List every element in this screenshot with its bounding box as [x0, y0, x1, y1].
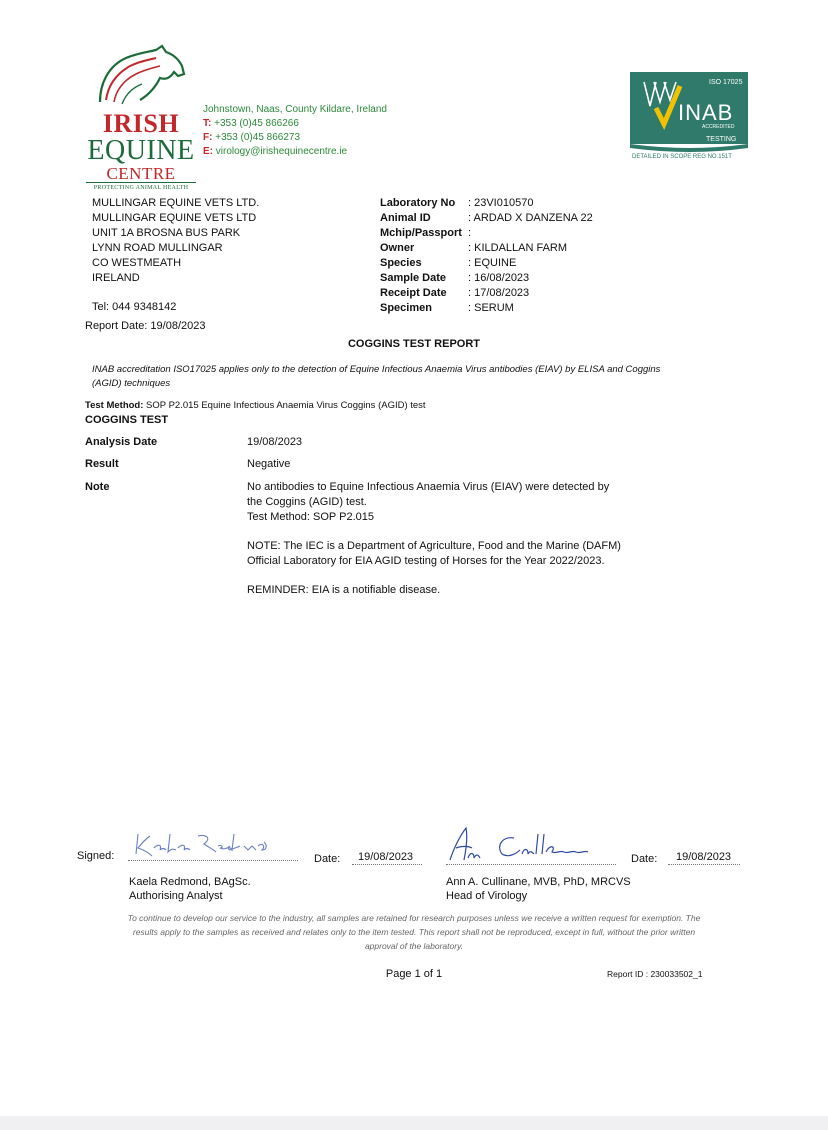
address-line: CO WESTMEATH: [92, 257, 182, 269]
report-date: Report Date: 19/08/2023: [85, 320, 206, 332]
address-line: MULLINGAR EQUINE VETS LTD: [92, 212, 257, 224]
inab-note: INAB accreditation ISO17025 applies only to the detection of Equine Infectious Anaemia Virus antibodies (EIAV) by ELISA and Coggins (AGID) techniques: [92, 364, 661, 389]
note-paragraph: REMINDER: EIA is a notifiable disease.: [247, 584, 441, 596]
inab-testing: TESTING: [706, 136, 737, 143]
recipient-tel: Tel: 044 9348142: [92, 301, 177, 313]
address-line: LYNN ROAD MULLINGAR: [92, 242, 223, 254]
logo-line-irish: IRISH: [102, 109, 180, 138]
signature-line-right: [446, 864, 616, 865]
section-heading: COGGINS TEST: [85, 414, 169, 426]
note-paragraph: Test Method: SOP P2.015: [247, 511, 374, 523]
logo-tagline: PROTECTING ANIMAL HEALTH: [86, 182, 196, 191]
inab-name: INAB: [678, 100, 734, 125]
date-label-left: Date:: [314, 853, 341, 865]
sample-row: Receipt Date : 17/08/2023: [380, 287, 530, 299]
horse-head-logo-icon: [86, 44, 196, 106]
signature-left-icon: [132, 826, 272, 862]
date-value-left: 19/08/2023: [358, 851, 414, 863]
note-text: [247, 480, 627, 598]
signature-right-icon: [446, 824, 596, 866]
lab-fax: F: +353 (0)45 866273: [203, 132, 301, 143]
address-line: UNIT 1A BROSNA BUS PARK: [92, 227, 241, 239]
sample-row: Animal ID : ARDAD X DANZENA 22: [380, 212, 593, 224]
report-title: COGGINS TEST REPORT: [347, 338, 480, 350]
signature-line-left: [128, 860, 298, 861]
note-paragraph: NOTE: The IEC is a Department of Agriculture, Food and the Marine (DAFM) Official Laboratory for EIA AGID testing of Horses for the Year 2022/2023.: [247, 540, 621, 567]
sample-row: Owner : KILDALLAN FARM: [380, 242, 568, 254]
analysis-date-value: 19/08/2023: [247, 436, 303, 448]
date-value-right: 19/08/2023: [676, 851, 732, 863]
date-label-right: Date:: [631, 853, 658, 865]
contact-block: [203, 103, 387, 159]
result-value: Negative: [247, 458, 291, 470]
note-paragraph: No antibodies to Equine Infectious Anaemia Virus (EIAV) were detected by the Coggins (AGID) test.: [247, 481, 610, 508]
inab-iso: ISO 17025: [709, 79, 743, 86]
date-line-right: [668, 864, 740, 865]
lab-phone: T: +353 (0)45 866266: [203, 118, 299, 129]
report-id: Report ID : 230033502_1: [607, 969, 703, 979]
irish-equine-centre-logo: [86, 44, 196, 191]
signatory-left-role: Authorising Analyst: [129, 890, 223, 902]
signatory-right-name: Ann A. Cullinane, MVB, PhD, MRCVS: [446, 876, 631, 888]
sample-row: Specimen : SERUM: [380, 302, 514, 314]
sample-details: [380, 196, 593, 316]
sample-row: Sample Date : 16/08/2023: [380, 272, 530, 284]
lab-email: E: virology@irishequinecentre.ie: [203, 146, 348, 157]
inab-accreditation-badge: [630, 72, 748, 160]
recipient-address: [92, 196, 259, 286]
logo-line-centre: CENTRE: [106, 164, 176, 183]
disclaimer: To continue to develop our service to the industry, all samples are retained for research purposes unless we receive a written request for exemption. The results apply to the samples as received and relates only to the item tested. This report shall not be reproduced, except in full, without the prior written approval of the laboratory.: [127, 913, 701, 951]
test-method: Test Method: SOP P2.015 Equine Infectious Anaemia Virus Coggins (AGID) test: [85, 400, 426, 411]
signatory-right-role: Head of Virology: [446, 890, 528, 902]
address-line: MULLINGAR EQUINE VETS LTD.: [92, 197, 260, 209]
sample-row: Laboratory No : 23VI010570: [380, 197, 534, 209]
sample-row: Mchip/Passport :: [380, 227, 472, 239]
page-bottom-margin: [0, 1116, 828, 1130]
sample-row: Species : EQUINE: [380, 257, 517, 269]
date-line-left: [352, 864, 422, 865]
signatory-left-name: Kaela Redmond, BAgSc.: [129, 876, 251, 888]
result-label: Result: [85, 458, 119, 470]
analysis-date-label: Analysis Date: [85, 436, 158, 448]
address-line: IRELAND: [92, 272, 140, 284]
signatory-left: [129, 875, 251, 903]
signatory-right: [446, 875, 631, 903]
lab-address: Johnstown, Naas, County Kildare, Ireland: [203, 104, 387, 115]
signed-label: Signed:: [77, 850, 115, 862]
page-number: Page 1 of 1: [385, 968, 443, 980]
note-label: Note: [85, 481, 110, 493]
inab-scope: DETAILED IN SCOPE REG NO.151T: [632, 154, 732, 160]
logo-line-equine: EQUINE: [87, 135, 195, 166]
inab-accredited: ACCREDITED: [702, 124, 735, 130]
